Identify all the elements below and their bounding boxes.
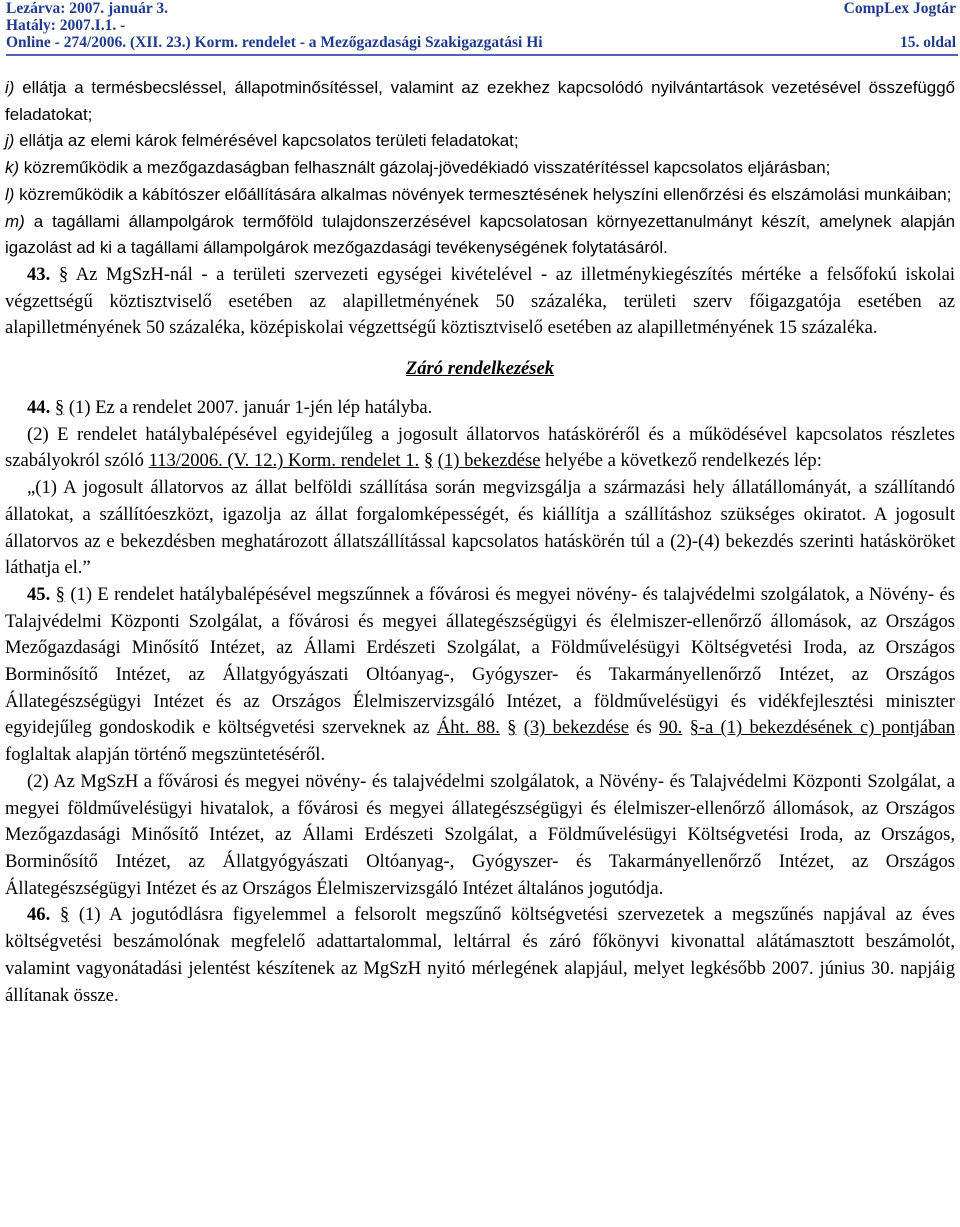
section-46-link[interactable]: § bbox=[59, 904, 70, 926]
law-link-aht-88[interactable]: Áht. 88. bbox=[436, 717, 500, 739]
law-link-113-2006[interactable]: 113/2006. (V. 12.) Korm. rendelet 1. bbox=[148, 450, 420, 472]
section-45-para-2: (2) Az MgSzH a fővárosi és megyei növény- és talajvédelmi szolgálatok, a Növény- és Talajvédelmi Központi Szolgálat, a megyei földművelésügyi hivatalok, a fővárosi és megyei állategészségügyi és élelmiszer-ellenőrző állomások, az Országos Mezőgazdasági Minősítő Intézet, az Állami Erdészeti Szolgálat, a Földművelésügyi Költségvetési Iroda, az Országos, Borminősítő Intézet, az Állatgyógyászati Oltóanyag-, Gyógyszer- és Takarmányellenőrző Intézet, az Országos Állategészségügyi Intézet és az Országos Élelmiszervizsgáló Intézet általános jogutódja. bbox=[5, 770, 955, 899]
section-44-link[interactable]: § bbox=[54, 397, 65, 419]
header-row-1 bbox=[6, 0, 956, 17]
section-title: Záró rendelkezések bbox=[405, 358, 555, 380]
section-43-link[interactable]: § bbox=[58, 263, 69, 285]
section-45-number: 45. bbox=[27, 583, 51, 605]
section-46-number: 46. bbox=[27, 904, 51, 926]
page-number: 15. oldal bbox=[900, 34, 956, 51]
law-link-section[interactable]: § bbox=[423, 450, 434, 472]
document-title: Online - 274/2006. (XII. 23.) Korm. rendelet - a Mezőgazdasági Szakigazgatási Hi bbox=[6, 34, 543, 51]
document-body bbox=[5, 75, 955, 1009]
header-row-2 bbox=[6, 17, 956, 34]
list-item-j: j) ellátja az elemi károk felmérésével kapcsolatos területi feladatokat; bbox=[5, 131, 519, 151]
law-link-paragraph-1[interactable]: (1) bekezdése bbox=[437, 450, 541, 472]
law-link-aht-paragraph-3[interactable]: (3) bekezdése bbox=[523, 717, 630, 739]
section-43: 43. § Az MgSzH-nál - a területi szervezeti egységei kivételével - az illetménykiegészítés mértéke a felsőfokú iskolai végzettségű köztisztviselő esetében az alapilletményének 50 százaléka, területi szerv főigazgatója esetében az alapilletményének 50 százaléka, középiskolai végzettségű köztisztviselő esetében az alapilletményének 15 százaléka. bbox=[5, 263, 955, 339]
list-item-m: m) a tagállami állampolgárok termőföld tulajdonszerzésével kapcsolatosan környezettanulmányt készít, amelynek alapján igazolást ad ki a tagállami állampolgárok mezőgazdasági tevékenységének folytatásáról. bbox=[5, 211, 955, 258]
law-link-aht-90[interactable]: 90. bbox=[659, 717, 683, 739]
section-44-quote: „(1) A jogosult állatorvos az állat belföldi szállítása során megvizsgálja a származási hely állatállományát, a szállítandó állatokat, a szállítóeszközt, igazolja az állat forgalomképességét, és kiállítja a szállításhoz szükséges okiratot. A jogosult állatorvos az e bekezdésben meghatározott állatszállítással kapcsolatos hatáskörén túl a (2)-(4) bekezdés szerinti hatásköröket láthatja el.” bbox=[5, 477, 955, 579]
section-45-para-1: 45. § (1) E rendelet hatálybalépésével megszűnnek a fővárosi és megyei növény- és talajvédelmi szolgálatok, a Növény- és Talajvédelmi Központi Szolgálat, a fővárosi és megyei állategészségügyi és élelmiszer-ellenőrző állomások, az Országos Mezőgazdasági Minősítő Intézet, az Állami Erdészeti Szolgálat, a Földművelésügyi Költségvetési Iroda, az Országos Borminősítő Intézet, az Állatgyógyászati Oltóanyag-, Gyógyszer- és Takarmányellenőrző Intézet, az Országos Állategészségügyi Intézet és az Országos Élelmiszervizsgáló Intézet, a földművelésügyi és vidékfejlesztési miniszter egyidejűleg gondoskodik e költségvetési szerveknek az Áht. 88. § (3) bekezdése és 90. §-a (1) bekezdésének c) pontjában foglaltak alapján történő megszüntetéséről. bbox=[5, 583, 956, 766]
section-44-number: 44. bbox=[27, 397, 51, 419]
section-45-link[interactable]: § bbox=[55, 583, 65, 605]
law-link-aht-90-point-c[interactable]: §-a (1) bekezdésének c) pontjában bbox=[689, 717, 956, 739]
header-row-3 bbox=[6, 34, 956, 51]
header-divider bbox=[6, 54, 958, 56]
list-item-i: i) ellátja a termésbecsléssel, állapotminősítéssel, valamint az ezekhez kapcsolódó nyilvántartások vezetésével összefüggő feladatokat; bbox=[5, 78, 955, 124]
page-header bbox=[6, 0, 956, 51]
closing-date: Lezárva: 2007. január 3. bbox=[6, 0, 169, 17]
list-item-k: k) közreműködik a mezőgazdaságban felhasznált gázolaj-jövedékiadó visszatérítéssel kapcsolatos eljárásban; bbox=[5, 158, 831, 178]
section-44-para-1: 44. § (1) Ez a rendelet 2007. január 1-jén lép hatályba. bbox=[27, 397, 433, 419]
section-43-number: 43. bbox=[27, 263, 51, 285]
effective-date: Hatály: 2007.I.1. - bbox=[6, 17, 126, 34]
section-44-para-2: (2) E rendelet hatálybalépésével egyidejűleg a jogosult állatorvos hatásköréről és a működésével kapcsolatos részletes szabályokról szóló 113/2006. (V. 12.) Korm. rendelet 1. § (1) bekezdése helyébe a következő rendelkezés lép: bbox=[5, 423, 955, 472]
section-46-para-1: 46. § (1) A jogutódlásra figyelemmel a felsorolt megszűnő költségvetési szervezetek a megszűnés napjával az éves költségvetési beszámolónak megfelelő adattartalommal, leltárral és záró főkönyvi kivonattal alátámasztott beszámolót, valamint vagyonátadási jelentést készítenek az MgSzH nyitó mérlegének alapjául, melyet legkésőbb 2007. június 30. napjáig állítanak össze. bbox=[5, 904, 955, 1006]
law-link-aht-section[interactable]: § bbox=[507, 717, 517, 739]
list-item-l: l) közreműködik a kábítószer előállítására alkalmas növények termesztésének helyszíni ellenőrzési és elszámolási munkáiban; bbox=[5, 184, 952, 204]
publisher-name: CompLex Jogtár bbox=[843, 0, 956, 17]
